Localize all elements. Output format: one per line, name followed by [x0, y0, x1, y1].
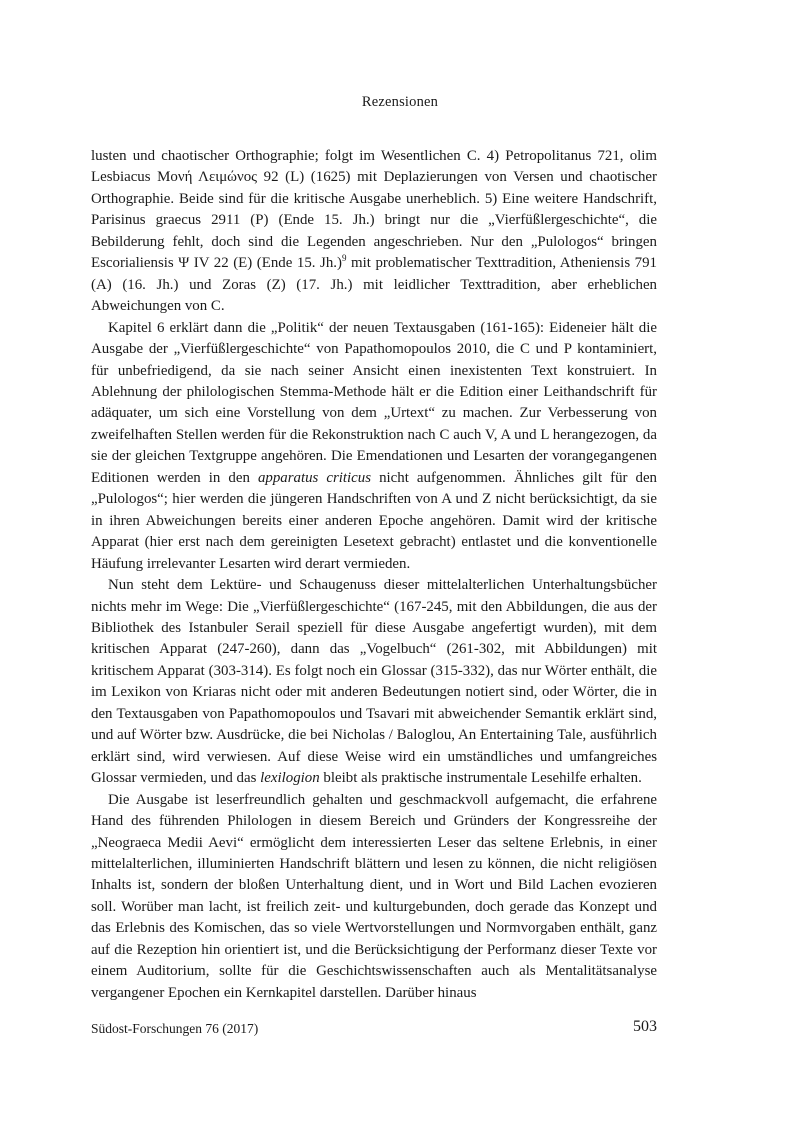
paragraph-2: [91, 318, 657, 575]
journal-citation: Südost-Forschungen 76 (2017): [91, 1021, 259, 1036]
paragraph-1: [91, 146, 657, 318]
paragraph-text: Kapitel 6 erklärt dann die „Politik“ der neuen Textausgaben (161-165): Eideneier hält die Ausgabe der „Vierfüßlergeschichte“ von Papathomopoulos 2010, die C und P kontaminiert, für unbefriedigend, da sie nach seiner Ansicht einen inexistenten Text konstruiert. In Ablehnung der philologischen Stemma-Methode hält er die Edition einer Leithandschrift für adäquater, um sich eine Vorstellung von dem „Urtext“ zu machen. Zur Verbesserung von zweifelhaften Stellen werden für die Rekonstruktion nach C auch V, A und L herangezogen, da sie der gleichen Textgruppe angehören. Die Emendationen und Lesarten der vorangegangenen Editionen werden in den: [91, 319, 657, 486]
footnote-reference[interactable]: 9: [341, 253, 347, 264]
page-number: 503: [633, 1018, 657, 1035]
running-head: Rezensionen: [361, 94, 439, 110]
paragraph-text: bleibt als praktische instrumentale Lesehilfe erhalten.: [319, 770, 642, 787]
paragraph-text: Die Ausgabe ist leserfreundlich gehalten und geschmackvoll aufgemacht, die erfahrene Hand des führenden Philologen in diesem Bereich und Gründers der Kongressreihe der „Neograeca Medii Aevi“ ermöglicht dem interessierten Leser das seltene Erlebnis, in einer mittelalterlichen, illuminierten Handschrift blättern und lesen zu können, die nicht religiösen Inhalts ist, sondern der bloßen Unterhaltung dient, und in Wort und Bild Lachen evozieren soll. Worüber man lacht, ist freilich zeit- und kulturgebunden, doch gerade das Konzept und das Erlebnis des Komischen, das so viele Wertvorstellungen und Normvorgaben enthält, ganz auf die Rezeption hin orientiert ist, und die Berücksichtigung der Performanz dieser Texte vor einem Auditorium, sollte für die Geschichtswissenschaften auch als Mentalitätsanalyse vergangener Epochen ein Kernkapitel darstellen. Darüber hinaus: [91, 791, 657, 1001]
paragraph-3: [91, 575, 657, 790]
paragraph-text: Nun steht dem Lektüre- und Schaugenuss dieser mittelalterlichen Unterhaltungsbücher nichts mehr im Wege: Die „Vierfüßlergeschichte“ (167-245, mit den Abbildungen, die aus der Bibliothek des Istanbuler Serail speziell für diese Ausgabe angefertigt wurden), mit dem kritischen Apparat (247-260), dann das „Vogelbuch“ (261-302, mit Abbildungen) mit kritischem Apparat (303-314). Es folgt noch ein Glossar (315-332), das nur Wörter enthält, die im Lexikon von Kriaras nicht oder mit anderen Bedeutungen notiert sind, oder Wörter, die in den Textausgaben von Papathomopoulos und Tsavari mit abweichender Semantik erklärt sind, und auf Wörter bzw. Ausdrücke, die bei Nicholas / Baloglou, An Entertaining Tale, ausführlich erklärt sind, wird verwiesen. Auf diese Weise wird ein umständliches und umfangreiches Glossar vermieden, und das: [91, 577, 657, 787]
paragraph-text: lusten und chaotischer Orthographie; folgt im Wesentlichen C. 4) Petropolitanus 721, olim Lesbiacus Μονή Λειμώνος 92 (L) (1625) mit Deplazierungen von Versen und chaotischer Orthographie. Beide sind für die kritische Ausgabe unerheblich. 5) Eine weitere Handschrift, Parisinus graecus 2911 (P) (Ende 15. Jh.) bringt nur die „Vierfüßlergeschichte“, die Bebilderung fehlt, doch sind die Legenden angeschrieben. Nur den „Pulologos“ bringen Escorialiensis Ψ IV 22 (E) (Ende 15. Jh.): [91, 148, 657, 272]
paragraph-4: [91, 790, 657, 1005]
paragraph-text: mit problematischer Texttradition, Atheniensis 791 (A) (16. Jh.) und Zoras (Z) (17. Jh.) mit leidlicher Texttradition, aber erheblichen Abweichungen von C.: [91, 255, 657, 315]
italic-term: lexilogion: [260, 770, 320, 787]
italic-term: apparatus criticus: [257, 469, 372, 486]
paragraph-text: nicht aufgenommen. Ähnliches gilt für den „Pulologos“; hier werden die jüngeren Handschriften von A und Z nicht berücksichtigt, da sie in ihren Abweichungen bereits einer anderen Epoche angehören. Damit wird der kritische Apparat (hier erst nach dem gereinigten Lesetext gebracht) entlastet und die konventionelle Häufung irrelevanter Lesarten wird derart vermieden.: [91, 469, 658, 572]
body-text: [91, 146, 657, 1004]
